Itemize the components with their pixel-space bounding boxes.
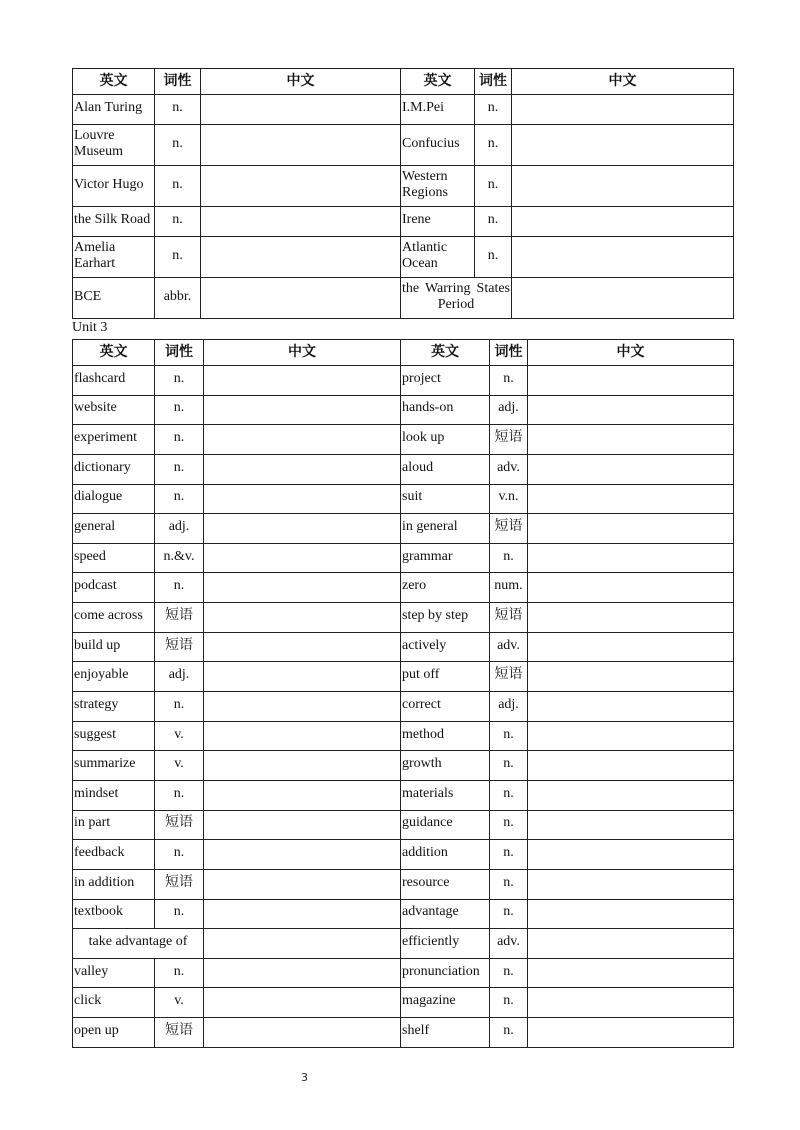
english-term: method [401, 721, 490, 751]
english-term: take advantage of [73, 929, 204, 959]
part-of-speech: n. [155, 899, 204, 929]
english-term: growth [401, 751, 490, 781]
chinese-blank [528, 543, 734, 573]
chinese-blank [201, 125, 401, 166]
chinese-blank [512, 207, 734, 237]
chinese-blank [512, 125, 734, 166]
part-of-speech: abbr. [155, 278, 201, 319]
english-term: in general [401, 514, 490, 544]
vocab-row [73, 929, 734, 959]
english-term: Alan Turing [73, 95, 155, 125]
english-term: zero [401, 573, 490, 603]
chinese-blank [204, 514, 401, 544]
part-of-speech: n. [155, 780, 204, 810]
english-term: in addition [73, 869, 155, 899]
chinese-blank [201, 237, 401, 278]
vocab-row [73, 958, 734, 988]
chinese-blank [201, 278, 401, 319]
part-of-speech: adj. [155, 514, 204, 544]
english-term: aloud [401, 454, 490, 484]
english-term: Irene [401, 207, 475, 237]
part-of-speech: n.&v. [155, 543, 204, 573]
header-english: 英文 [401, 340, 490, 366]
english-term: strategy [73, 692, 155, 722]
vocab-row [73, 484, 734, 514]
unit-heading: Unit 3 [72, 320, 108, 335]
header-part-of-speech: 词性 [490, 340, 528, 366]
chinese-blank [204, 425, 401, 455]
chinese-blank [528, 692, 734, 722]
chinese-blank [204, 869, 401, 899]
chinese-blank [528, 751, 734, 781]
vocab-row [73, 395, 734, 425]
chinese-blank [204, 484, 401, 514]
english-term: look up [401, 425, 490, 455]
english-term: materials [401, 780, 490, 810]
header-part-of-speech: 词性 [155, 340, 204, 366]
chinese-blank [204, 692, 401, 722]
chinese-blank [204, 899, 401, 929]
part-of-speech: n. [155, 366, 204, 396]
english-term: mindset [73, 780, 155, 810]
chinese-blank [201, 207, 401, 237]
english-term: project [401, 366, 490, 396]
part-of-speech: n. [490, 810, 528, 840]
chinese-blank [528, 988, 734, 1018]
english-term: shelf [401, 1018, 490, 1048]
vocab-row [73, 166, 734, 207]
chinese-blank [528, 632, 734, 662]
part-of-speech: n. [155, 958, 204, 988]
header-part-of-speech: 词性 [475, 69, 512, 95]
english-term: suggest [73, 721, 155, 751]
english-term: suit [401, 484, 490, 514]
part-of-speech: n. [155, 425, 204, 455]
chinese-blank [528, 573, 734, 603]
english-term: website [73, 395, 155, 425]
part-of-speech: n. [490, 366, 528, 396]
part-of-speech: 短语 [490, 662, 528, 692]
english-term: enjoyable [73, 662, 155, 692]
chinese-blank [528, 454, 734, 484]
vocab-row [73, 237, 734, 278]
english-term: I.M.Pei [401, 95, 475, 125]
english-term: advantage [401, 899, 490, 929]
vocab-row [73, 125, 734, 166]
header-english: 英文 [73, 340, 155, 366]
part-of-speech: num. [490, 573, 528, 603]
part-of-speech: 短语 [155, 869, 204, 899]
chinese-blank [528, 810, 734, 840]
part-of-speech: n. [475, 207, 512, 237]
table-body [73, 366, 734, 1048]
english-term: addition [401, 840, 490, 870]
header-part-of-speech: 词性 [155, 69, 201, 95]
header-chinese: 中文 [201, 69, 401, 95]
english-term: the Silk Road [73, 207, 155, 237]
english-term: experiment [73, 425, 155, 455]
part-of-speech: n. [475, 166, 512, 207]
english-term: resource [401, 869, 490, 899]
chinese-blank [201, 166, 401, 207]
part-of-speech: 短语 [155, 810, 204, 840]
part-of-speech: n. [155, 692, 204, 722]
vocab-row [73, 1018, 734, 1048]
part-of-speech: n. [490, 988, 528, 1018]
english-term: Confucius [401, 125, 475, 166]
chinese-blank [204, 603, 401, 633]
vocab-row [73, 603, 734, 633]
english-term: podcast [73, 573, 155, 603]
english-term: Victor Hugo [73, 166, 155, 207]
vocab-row [73, 840, 734, 870]
english-term: Louvre Museum [73, 125, 155, 166]
vocab-row [73, 207, 734, 237]
part-of-speech: n. [155, 207, 201, 237]
chinese-blank [204, 840, 401, 870]
vocab-table-unit-3 [72, 339, 734, 1048]
part-of-speech: 短语 [490, 425, 528, 455]
part-of-speech: n. [155, 125, 201, 166]
part-of-speech: adv. [490, 454, 528, 484]
english-term: put off [401, 662, 490, 692]
chinese-blank [204, 751, 401, 781]
part-of-speech: 短语 [490, 603, 528, 633]
part-of-speech: v. [155, 751, 204, 781]
part-of-speech: n. [490, 958, 528, 988]
vocab-row [73, 751, 734, 781]
chinese-blank [204, 662, 401, 692]
chinese-blank [528, 840, 734, 870]
table-body [73, 95, 734, 319]
part-of-speech: 短语 [155, 603, 204, 633]
english-term: guidance [401, 810, 490, 840]
part-of-speech: n. [155, 484, 204, 514]
chinese-blank [528, 721, 734, 751]
chinese-blank [528, 929, 734, 959]
part-of-speech: n. [490, 780, 528, 810]
chinese-blank [204, 454, 401, 484]
table-header-row [73, 340, 734, 366]
chinese-blank [204, 780, 401, 810]
vocab-row [73, 988, 734, 1018]
vocab-row [73, 899, 734, 929]
part-of-speech: n. [490, 1018, 528, 1048]
part-of-speech: n. [490, 751, 528, 781]
english-term: feedback [73, 840, 155, 870]
vocab-row [73, 425, 734, 455]
english-term: textbook [73, 899, 155, 929]
english-term: the Warring States Period [401, 278, 512, 319]
part-of-speech: n. [475, 237, 512, 278]
chinese-blank [512, 95, 734, 125]
part-of-speech: 短语 [490, 514, 528, 544]
vocab-row [73, 632, 734, 662]
vocab-row [73, 780, 734, 810]
chinese-blank [528, 958, 734, 988]
chinese-blank [204, 573, 401, 603]
vocab-row [73, 543, 734, 573]
part-of-speech: n. [490, 869, 528, 899]
part-of-speech: 短语 [155, 1018, 204, 1048]
chinese-blank [512, 166, 734, 207]
part-of-speech: adv. [490, 929, 528, 959]
chinese-blank [528, 366, 734, 396]
part-of-speech: n. [490, 840, 528, 870]
part-of-speech: n. [155, 573, 204, 603]
chinese-blank [528, 484, 734, 514]
chinese-blank [204, 929, 401, 959]
english-term: grammar [401, 543, 490, 573]
english-term: dialogue [73, 484, 155, 514]
part-of-speech: n. [155, 395, 204, 425]
english-term: dictionary [73, 454, 155, 484]
english-term: click [73, 988, 155, 1018]
english-term: Atlantic Ocean [401, 237, 475, 278]
vocab-row [73, 810, 734, 840]
header-english: 英文 [401, 69, 475, 95]
vocab-row [73, 366, 734, 396]
english-term: actively [401, 632, 490, 662]
chinese-blank [528, 514, 734, 544]
english-term: flashcard [73, 366, 155, 396]
chinese-blank [528, 425, 734, 455]
part-of-speech: n. [155, 237, 201, 278]
chinese-blank [204, 395, 401, 425]
chinese-blank [204, 721, 401, 751]
chinese-blank [204, 632, 401, 662]
chinese-blank [528, 662, 734, 692]
vocab-row [73, 662, 734, 692]
english-term: in part [73, 810, 155, 840]
english-term: hands-on [401, 395, 490, 425]
vocab-row [73, 721, 734, 751]
vocab-row [73, 454, 734, 484]
vocab-row [73, 278, 734, 319]
part-of-speech: n. [490, 543, 528, 573]
english-term: correct [401, 692, 490, 722]
chinese-blank [204, 543, 401, 573]
part-of-speech: adv. [490, 632, 528, 662]
english-term: valley [73, 958, 155, 988]
english-term: Western Regions [401, 166, 475, 207]
chinese-blank [528, 899, 734, 929]
chinese-blank [204, 988, 401, 1018]
chinese-blank [512, 237, 734, 278]
part-of-speech: n. [475, 125, 512, 166]
part-of-speech: adj. [490, 395, 528, 425]
english-term: efficiently [401, 929, 490, 959]
part-of-speech: n. [155, 454, 204, 484]
header-english: 英文 [73, 69, 155, 95]
part-of-speech: v.n. [490, 484, 528, 514]
vocab-row [73, 869, 734, 899]
english-term: build up [73, 632, 155, 662]
part-of-speech: adj. [490, 692, 528, 722]
english-term: come across [73, 603, 155, 633]
chinese-blank [528, 780, 734, 810]
chinese-blank [512, 278, 734, 319]
vocab-row [73, 514, 734, 544]
chinese-blank [528, 395, 734, 425]
english-term: magazine [401, 988, 490, 1018]
english-term: open up [73, 1018, 155, 1048]
header-chinese: 中文 [528, 340, 734, 366]
part-of-speech: v. [155, 721, 204, 751]
chinese-blank [204, 1018, 401, 1048]
part-of-speech: n. [155, 840, 204, 870]
header-chinese: 中文 [204, 340, 401, 366]
chinese-blank [204, 366, 401, 396]
chinese-blank [528, 603, 734, 633]
header-chinese: 中文 [512, 69, 734, 95]
part-of-speech: n. [490, 899, 528, 929]
table-header-row [73, 69, 734, 95]
english-term: BCE [73, 278, 155, 319]
part-of-speech: n. [490, 721, 528, 751]
vocab-table-names [72, 68, 734, 319]
chinese-blank [204, 958, 401, 988]
english-term: Amelia Earhart [73, 237, 155, 278]
vocab-row [73, 692, 734, 722]
english-term: pronunciation [401, 958, 490, 988]
part-of-speech: adj. [155, 662, 204, 692]
chinese-blank [204, 810, 401, 840]
english-term: summarize [73, 751, 155, 781]
part-of-speech: 短语 [155, 632, 204, 662]
part-of-speech: n. [155, 166, 201, 207]
chinese-blank [528, 1018, 734, 1048]
part-of-speech: n. [475, 95, 512, 125]
english-term: general [73, 514, 155, 544]
vocab-row [73, 95, 734, 125]
part-of-speech: n. [155, 95, 201, 125]
chinese-blank [528, 869, 734, 899]
vocab-row [73, 573, 734, 603]
page-number: 3 [301, 1071, 308, 1084]
chinese-blank [201, 95, 401, 125]
english-term: speed [73, 543, 155, 573]
part-of-speech: v. [155, 988, 204, 1018]
english-term: step by step [401, 603, 490, 633]
